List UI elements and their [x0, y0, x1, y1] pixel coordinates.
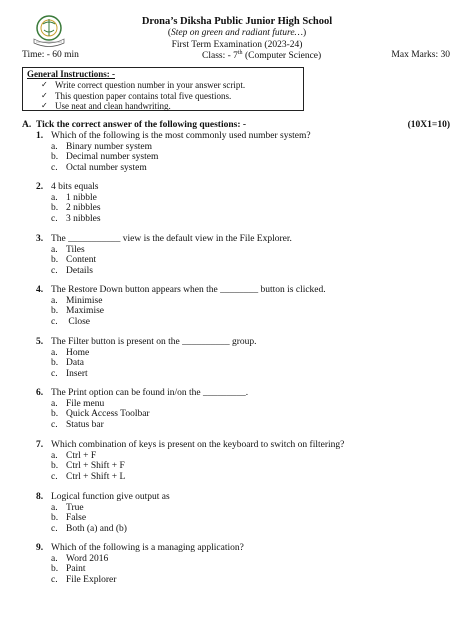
exam-class: [202, 50, 321, 61]
instruction-text: Use neat and clean handwriting.: [55, 101, 171, 111]
option-text: Octal number system: [66, 162, 147, 173]
option-letter: c.: [51, 574, 58, 585]
option-b: [51, 203, 101, 213]
exam-title: First Term Examination (2023-24): [171, 40, 303, 50]
question-text: Logical function give output as: [51, 492, 170, 502]
option-letter: c.: [51, 523, 58, 534]
option-text: Data: [66, 358, 84, 368]
option-letter: c.: [51, 419, 58, 430]
option-text: Ctrl + F: [66, 450, 97, 461]
checkmark-icon: ✓: [41, 101, 48, 110]
option-letter: b.: [51, 255, 59, 265]
option-text: Content: [66, 255, 97, 265]
option-b: [51, 255, 96, 265]
option-text: Ctrl + Shift + L: [66, 471, 126, 482]
question-text: The Filter button is present on the __________ group.: [51, 337, 257, 347]
option-text: 1 nibble: [66, 192, 97, 203]
class-prefix: Class: - 7: [202, 51, 238, 62]
question-text: The Print option can be found in/on the _________.: [51, 388, 249, 398]
option-b: [51, 461, 125, 471]
option-letter: a.: [51, 450, 58, 461]
question-text: Which combination of keys is present on the keyboard to switch on filtering?: [51, 440, 345, 450]
instruction-item: [27, 80, 299, 91]
option-b: [51, 513, 86, 523]
option-letter: b.: [51, 564, 59, 574]
school-motto: [0, 28, 474, 38]
motto-close-paren: ): [303, 28, 307, 38]
question-number: 5.: [36, 337, 44, 347]
option-c: [51, 369, 88, 379]
question-number: 4.: [36, 285, 44, 295]
question-text: Which of the following is a managing application?: [51, 543, 244, 553]
option-letter: c.: [51, 265, 58, 276]
option-text: Paint: [66, 564, 86, 574]
option-a: [51, 554, 108, 564]
option-text: True: [66, 502, 84, 513]
option-text: Ctrl + Shift + F: [66, 461, 125, 471]
option-b: [51, 152, 158, 162]
section-title: Tick the correct answer of the following questions: -: [36, 120, 247, 130]
option-text: Word 2016: [66, 553, 109, 564]
option-letter: c.: [51, 213, 58, 224]
max-marks: Max Marks: 30: [391, 50, 450, 60]
instruction-item: [27, 101, 299, 112]
instruction-text: This question paper contains total five questions.: [55, 90, 232, 101]
option-text: 2 nibbles: [66, 203, 101, 213]
option-text: Insert: [66, 368, 88, 379]
option-letter: c.: [51, 316, 58, 327]
option-c: [51, 472, 125, 482]
checkmark-icon: ✓: [41, 80, 48, 89]
option-text: Tiles: [66, 244, 85, 255]
option-letter: c.: [51, 162, 58, 173]
option-b: [51, 358, 84, 368]
option-text: Binary number system: [66, 141, 153, 152]
option-text: False: [66, 513, 87, 523]
class-superscript: th: [237, 50, 243, 56]
checkmark-icon: ✓: [41, 90, 48, 100]
option-letter: b.: [51, 358, 59, 368]
option-b: [51, 409, 150, 419]
option-letter: a.: [51, 192, 58, 203]
option-text: Maximise: [66, 306, 104, 316]
question-number: 1.: [36, 131, 44, 141]
option-text: File Explorer: [66, 574, 117, 585]
option-letter: a.: [51, 141, 58, 152]
instruction-item: [27, 91, 299, 102]
motto-open-paren: (: [167, 28, 171, 38]
exam-meta-row: [22, 50, 450, 64]
option-text: 3 nibbles: [66, 213, 101, 224]
option-text: Minimise: [66, 295, 103, 306]
instructions-title: General Instructions: -: [27, 69, 115, 79]
option-c: [51, 524, 127, 534]
motto-text: Step on green and radiant future…: [170, 28, 304, 38]
option-letter: a.: [51, 398, 58, 409]
option-text: Home: [66, 347, 90, 358]
question-text: The ___________ view is the default view in the File Explorer.: [51, 234, 292, 244]
option-c: [51, 317, 90, 327]
exam-time: Time: - 60 min: [22, 50, 79, 60]
option-a: [51, 399, 104, 409]
option-text: Both (a) and (b): [66, 523, 127, 534]
option-letter: a.: [51, 502, 58, 513]
option-text: Status bar: [66, 419, 104, 430]
option-a: [51, 503, 84, 513]
option-letter: b.: [51, 409, 59, 419]
question-number: 6.: [36, 388, 44, 398]
option-letter: b.: [51, 461, 59, 471]
question-number: 9.: [36, 543, 44, 553]
option-a: [51, 245, 85, 255]
option-a: [51, 142, 152, 152]
question-number: 3.: [36, 234, 44, 244]
option-text: File menu: [66, 398, 105, 409]
option-letter: c.: [51, 368, 58, 379]
option-text: Close: [66, 316, 91, 327]
option-letter: b.: [51, 203, 59, 213]
option-c: [51, 214, 101, 224]
section-marks: (10X1=10): [407, 120, 450, 130]
option-c: [51, 575, 116, 585]
question-number: 2.: [36, 182, 44, 192]
option-letter: c.: [51, 471, 58, 482]
question-number: 8.: [36, 492, 44, 502]
option-c: [51, 266, 93, 276]
school-name: Drona’s Diksha Public Junior High School: [141, 16, 333, 27]
option-a: [51, 451, 96, 461]
option-a: [51, 348, 89, 358]
option-c: [51, 163, 147, 173]
question-text: The Restore Down button appears when the ________ button is clicked.: [51, 285, 326, 295]
question-text: 4 bits equals: [51, 182, 99, 192]
option-letter: b.: [51, 306, 59, 316]
option-text: Decimal number system: [66, 152, 159, 162]
option-letter: a.: [51, 553, 58, 564]
option-a: [51, 193, 97, 203]
option-letter: a.: [51, 244, 58, 255]
option-b: [51, 564, 86, 574]
option-letter: b.: [51, 152, 59, 162]
option-text: Quick Access Toolbar: [66, 409, 150, 419]
general-instructions-box: [22, 67, 304, 111]
option-letter: a.: [51, 347, 58, 358]
option-b: [51, 306, 104, 316]
instruction-text: Write correct question number in your answer script.: [55, 80, 246, 90]
class-suffix: (Computer Science): [242, 51, 322, 62]
question-number: 7.: [36, 440, 44, 450]
option-a: [51, 296, 102, 306]
section-letter: A.: [22, 120, 32, 130]
question-text: Which of the following is the most commonly used number system?: [51, 131, 311, 141]
option-text: Details: [66, 265, 93, 276]
option-letter: b.: [51, 513, 59, 523]
option-c: [51, 420, 104, 430]
option-letter: a.: [51, 295, 58, 306]
